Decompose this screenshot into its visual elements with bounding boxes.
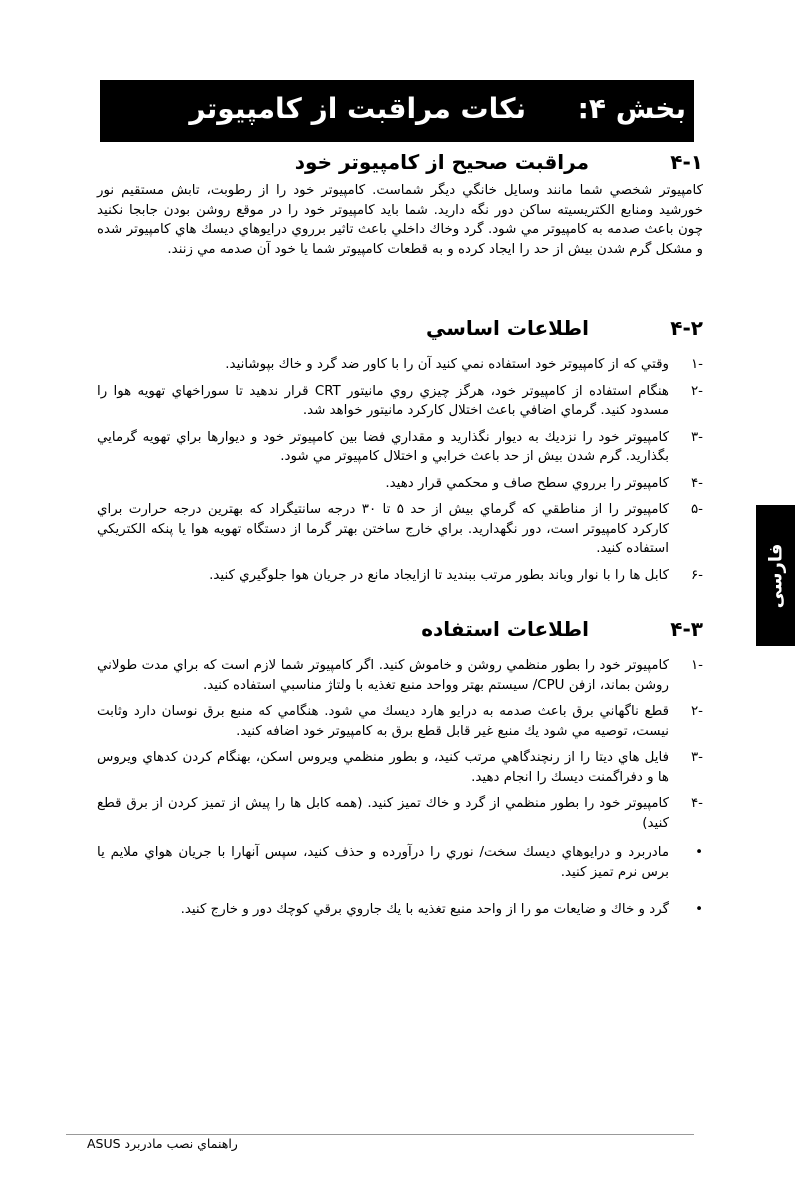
list-item <box>97 748 703 787</box>
item-number: -۲ <box>690 704 703 719</box>
item-number: -۶ <box>690 567 703 583</box>
list-item <box>97 382 703 421</box>
section-number: ۴-۳ <box>670 617 703 641</box>
item-text: مادربرد و درايوهاي ديسك سخت/ نوري را درآورده و حذف كنيد، سپس آنهارا با جريان هواي ملايم يا برس نرم تميز كنيد. <box>97 845 669 880</box>
footer-text: راهنماي نصب مادربرد ASUS <box>87 1136 238 1151</box>
section-paragraph: كامپيوتر شخصي شما مانند وسايل خانگي ديگر شماست. كامپيوتر خود را از رطوبت، تابش مستقيم نور خورشيد ومنابع الكتريسيته ساكن دور نگه داريد. شما بايد كامپيوتر خود را در موقع روشن بودن جابجا نكنيد چون باعث صدمه به كامپيوتر مي شود. گرد وخاك داخلي باعث تاثير برروي درايوهاي ديسك هاي كامپيوتر شده و مشكل گرم شدن بيش از حد را ايجاد كرده و به قطعات كامپيوتر شما يا خود آن صدمه مي زنند. <box>97 183 703 257</box>
item-text: كابل ها را با نوار وباند بطور مرتب ببنديد تا ازايجاد مانع در جريان هوا جلوگيري كنيد. <box>209 567 669 583</box>
list-item <box>97 355 703 375</box>
list-item <box>97 794 703 833</box>
list-item <box>97 500 703 559</box>
section-number: ۴-۱ <box>670 150 703 174</box>
item-text: گرد و خاك و ضايعات مو را از واحد منبع تغذيه با يك جاروي برقي كوچك دور و خارج كنيد. <box>180 902 669 917</box>
list-item <box>97 428 703 467</box>
item-number: -۴ <box>690 796 703 811</box>
language-tab-label: فارسى <box>765 543 786 608</box>
chapter-number: بخش ۴: <box>577 92 686 125</box>
section-list <box>97 355 703 592</box>
item-text: وقتي كه از كامپيوتر خود استفاده نمي كنيد آن را با كاور ضد گرد و خاك بپوشانيد. <box>225 357 669 372</box>
bullet-item <box>97 843 703 882</box>
item-number: -۲ <box>690 383 703 399</box>
section-number: ۴-۲ <box>670 316 703 340</box>
list-item <box>97 474 703 494</box>
item-number: -۳ <box>690 429 703 445</box>
item-number: -۴ <box>690 475 703 491</box>
section-title: مراقبت صحيح از كامپيوتر خود <box>294 150 589 174</box>
section-heading <box>295 150 703 184</box>
language-tab <box>756 505 795 646</box>
section-title: اطلاعات استفاده <box>421 617 589 641</box>
item-text: فايل هاي ديتا را از رنچندگاهي مرتب كنيد، و بطور منظمي ويروس اسكن، بهنگام كردن كدهاي ويروس ها و دفراگمنت ديسك را انجام دهيد. <box>97 750 669 785</box>
chapter-title: نكات مراقبت از كامپيوتر <box>189 92 526 125</box>
item-text: كامپيوتر را برروي سطح صاف و محكمي قرار دهيد. <box>385 475 669 491</box>
item-text: قطع ناگهاني برق باعث صدمه به درايو هارد ديسك مي شود. هنگامي كه منبع برق نوسان دارد وثابت نيست، توصيه مي شود يك منبع غير قابل قطع برق به كامپيوتر خود اضافه كنيد. <box>97 704 669 739</box>
item-number: -۵ <box>690 502 703 517</box>
section-list <box>97 656 703 927</box>
item-text: كامپيوتر را از مناطقي كه گرماي بيش از حد ۵ تا ۳۰ درجه سانتيگراد كه بهترين درجه حرارت براي كاركرد كامپيوتر است، دور نگهداريد. براي خارج ساختن بهتر گرما از دستگاه تهويه هوا يا پنكه الكتريكي استفاده كنيد. <box>97 502 669 556</box>
item-text: كامپيوتر خود را بطور منظمي از گرد و خاك تميز كنيد. (همه كابل ها را پيش از تميز كردن از برق قطع كنيد) <box>97 796 669 831</box>
section-heading <box>421 617 703 651</box>
item-text: كامپيوتر خود را نزديك به ديوار نگذاريد و مقداري فضا بين كامپيوتر خود و ديوارها براي تهويه گرمايي بگذاريد. گرم شدن بيش از حد باعث خرابي و اختلال كامپيوتر مي شود. <box>97 429 669 464</box>
bullet-mark: • <box>695 845 703 860</box>
item-number: -۱ <box>690 658 703 673</box>
section-title: اطلاعات اساسي <box>425 316 589 340</box>
chapter-banner <box>100 80 694 142</box>
list-item <box>97 702 703 741</box>
item-text: كامپيوتر خود را بطور منظمي روشن و خاموش كنيد. اگر كامپيوتر شما لازم است كه براي مدت طولاني روشن بماند، ازفن CPU/ سيستم بهتر وواحد منبع تغذيه با ولتاژ مناسبي استفاده كنيد. <box>97 658 669 693</box>
section-heading <box>426 316 703 350</box>
bullet-mark: • <box>695 902 703 917</box>
footer-divider <box>66 1134 694 1135</box>
item-text: هنگام استفاده از كامپيوتر خود، هرگز چيزي روي مانيتور CRT قرار ندهيد تا سوراخهاي تهويه هوا را مسدود كنيد. گرماي اضافي باعث اختلال كاركرد مانيتور خواهد شد. <box>97 383 669 418</box>
bullet-item <box>97 900 703 920</box>
item-number: -۳ <box>690 750 703 765</box>
list-item <box>97 656 703 695</box>
list-item <box>97 566 703 586</box>
item-number: -۱ <box>690 357 703 372</box>
